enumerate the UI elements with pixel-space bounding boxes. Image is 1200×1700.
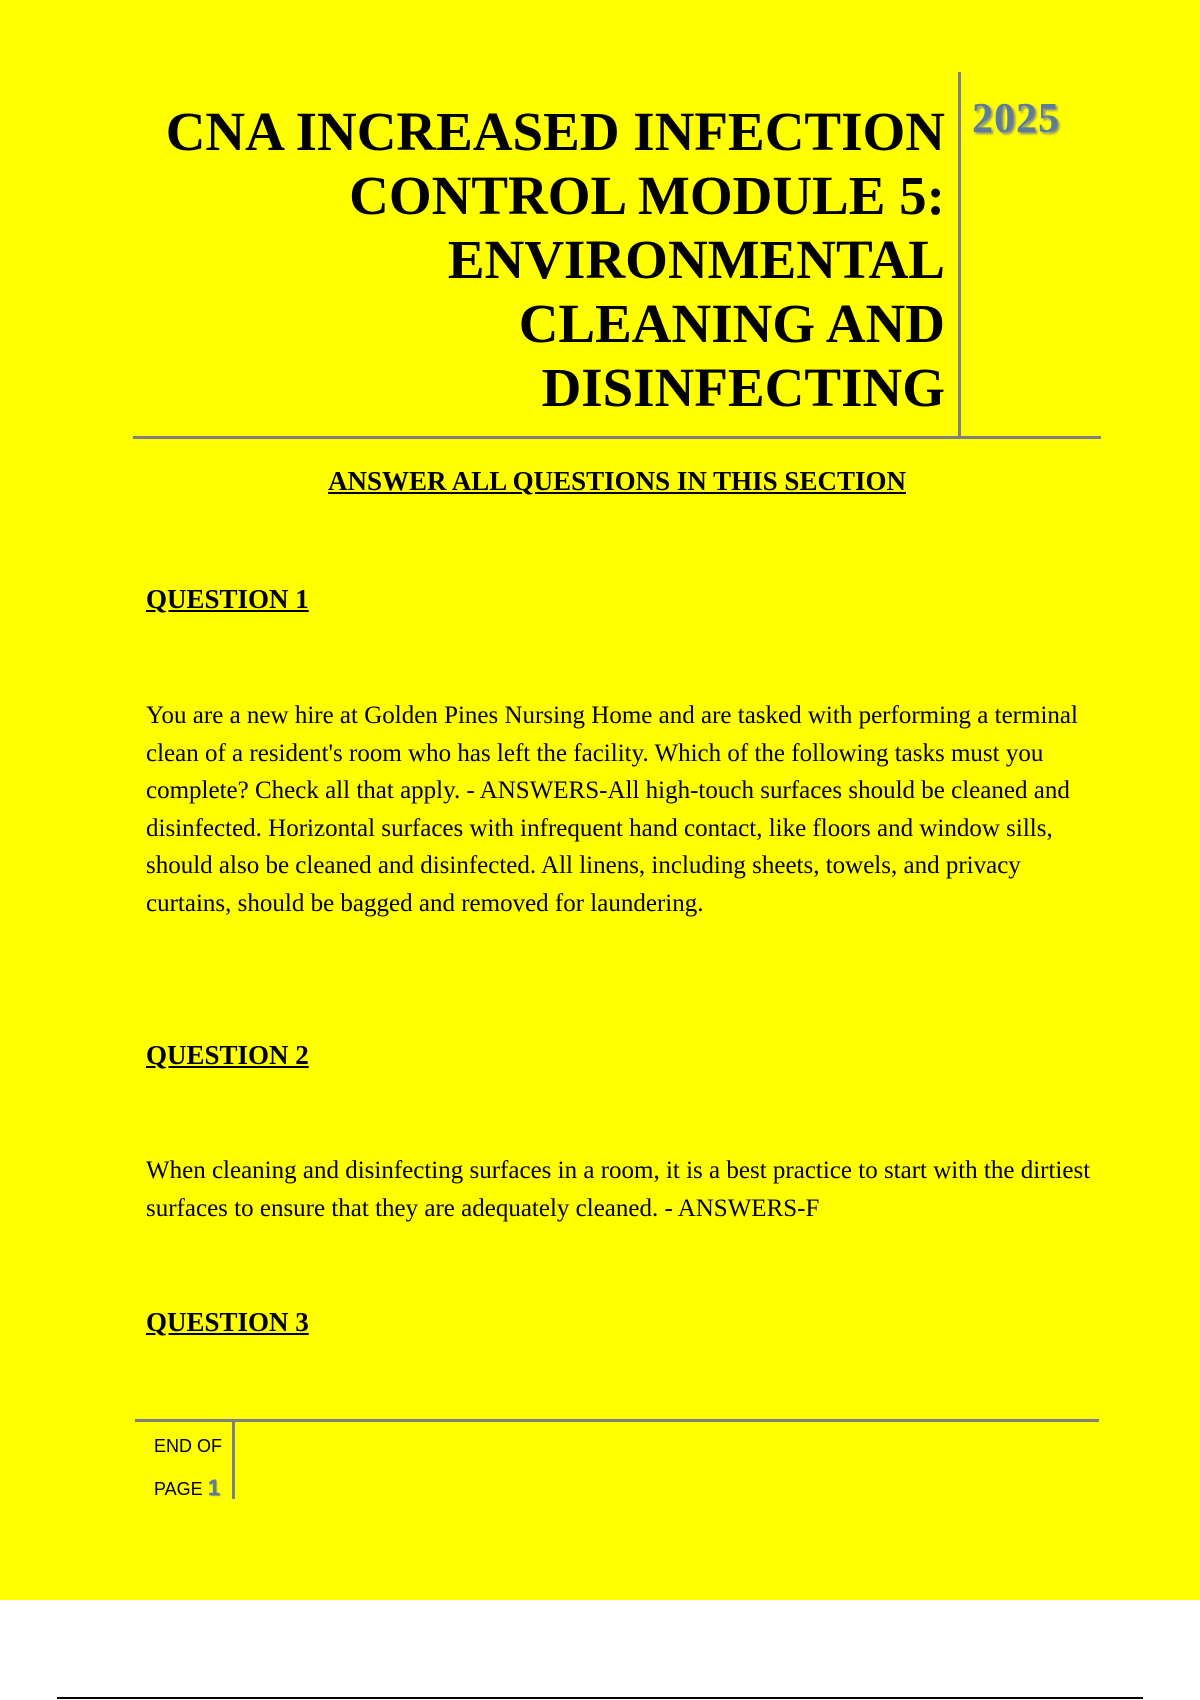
year-label: 2025: [972, 96, 1060, 142]
footer-page-number: 1: [207, 1475, 220, 1500]
footer-page-word: PAGE: [154, 1479, 203, 1499]
bottom-rule: [57, 1697, 1143, 1699]
title-line: CONTROL MODULE 5:: [349, 165, 945, 226]
question-2-text: When cleaning and disinfecting surfaces in a room, it is a best practice to start with the dirtiest surfaces to ensure that they are adequately cleaned. - ANSWERS-F: [146, 1157, 1091, 1222]
question-3-label: QUESTION 3: [146, 1307, 309, 1337]
footer-divider: [135, 1419, 1099, 1422]
footer-end-of: END OF: [154, 1436, 223, 1456]
section-heading: ANSWER ALL QUESTIONS IN THIS SECTION: [328, 466, 906, 496]
title-line: CLEANING AND: [518, 293, 945, 354]
question-2-label: QUESTION 2: [146, 1040, 309, 1070]
document-title: [105, 100, 945, 420]
footer-page-line: [154, 1467, 228, 1510]
title-horizontal-divider: [133, 436, 1101, 439]
title-line: DISINFECTING: [541, 357, 945, 418]
page-footer: [154, 1425, 228, 1510]
question-1-label: QUESTION 1: [146, 584, 309, 614]
footer-vertical-divider: [232, 1422, 235, 1499]
title-line: CNA INCREASED INFECTION: [165, 101, 945, 162]
title-line: ENVIRONMENTAL: [447, 229, 945, 290]
question-1-text: You are a new hire at Golden Pines Nursing Home and are tasked with performing a terminal clean of a resident's room who has left the facility. Which of the following tasks must you complete? Check all that apply. - ANSWERS-All high-touch surfaces should be cleaned and disinfected. Horizontal surfaces with infrequent hand contact, like floors and window sills, should also be cleaned and disinfected. All linens, including sheets, towels, and privacy curtains, should be bagged and removed for laundering.: [146, 702, 1078, 917]
title-vertical-divider: [958, 72, 961, 438]
